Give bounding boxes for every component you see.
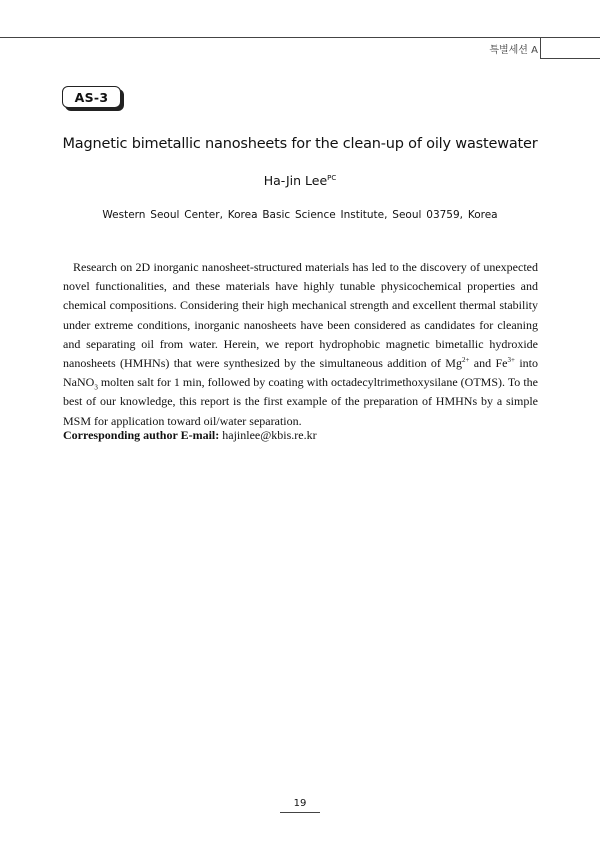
affiliation: Western Seoul Center, Korea Basic Science Institute, Seoul 03759, Korea <box>102 209 498 221</box>
header-rule <box>0 37 540 38</box>
abstract-sub-no3: 3 <box>94 383 98 392</box>
session-badge <box>62 86 121 108</box>
corresponding-email: hajinlee@kbis.re.kr <box>219 428 317 442</box>
paper-title: Magnetic bimetallic nanosheets for the clean-up of oily wastewater <box>62 136 538 152</box>
badge-label: AS-3 <box>62 86 121 108</box>
abstract-paragraph <box>63 258 538 431</box>
page-number: 19 <box>280 798 320 813</box>
abstract-text-4: molten salt for 1 min, followed by coating with octadecyltrimethoxysilane (OTMS). To the best of our knowledge, this report is the first example of the preparation of HMHNs by a simple MSM for application toward oil/water separation. <box>63 375 538 428</box>
abstract-sup-fe: 3+ <box>507 356 515 365</box>
author-name: Ha-Jin Lee <box>263 173 328 188</box>
header-tab-box <box>540 37 600 59</box>
author-line <box>0 173 600 188</box>
corresponding-author <box>63 428 317 443</box>
abstract-text-3: into NaNO <box>63 356 539 390</box>
abstract-text-2: and Fe <box>469 356 508 371</box>
corresponding-label: Corresponding author E-mail: <box>63 428 220 442</box>
author-mark: PC <box>327 173 337 182</box>
abstract-text-1: Research on 2D inorganic nanosheet-structured materials has led to the discovery of unexpected novel functionalities, and these materials have highly tunable physicochemical properties and chemical compositions. Considering their high mechanical strength and excellent thermal stability under extreme conditions, inorganic nanosheets have been considered as candidates for cleaning and separating oil from water. Herein, we report hydrophobic magnetic bimetallic hydroxide nanosheets (HMHNs) that were synthesized by the simultaneous addition of Mg <box>63 260 538 371</box>
abstract-sup-mg: 2+ <box>461 356 470 365</box>
section-label: 특별세션 A <box>489 45 538 56</box>
